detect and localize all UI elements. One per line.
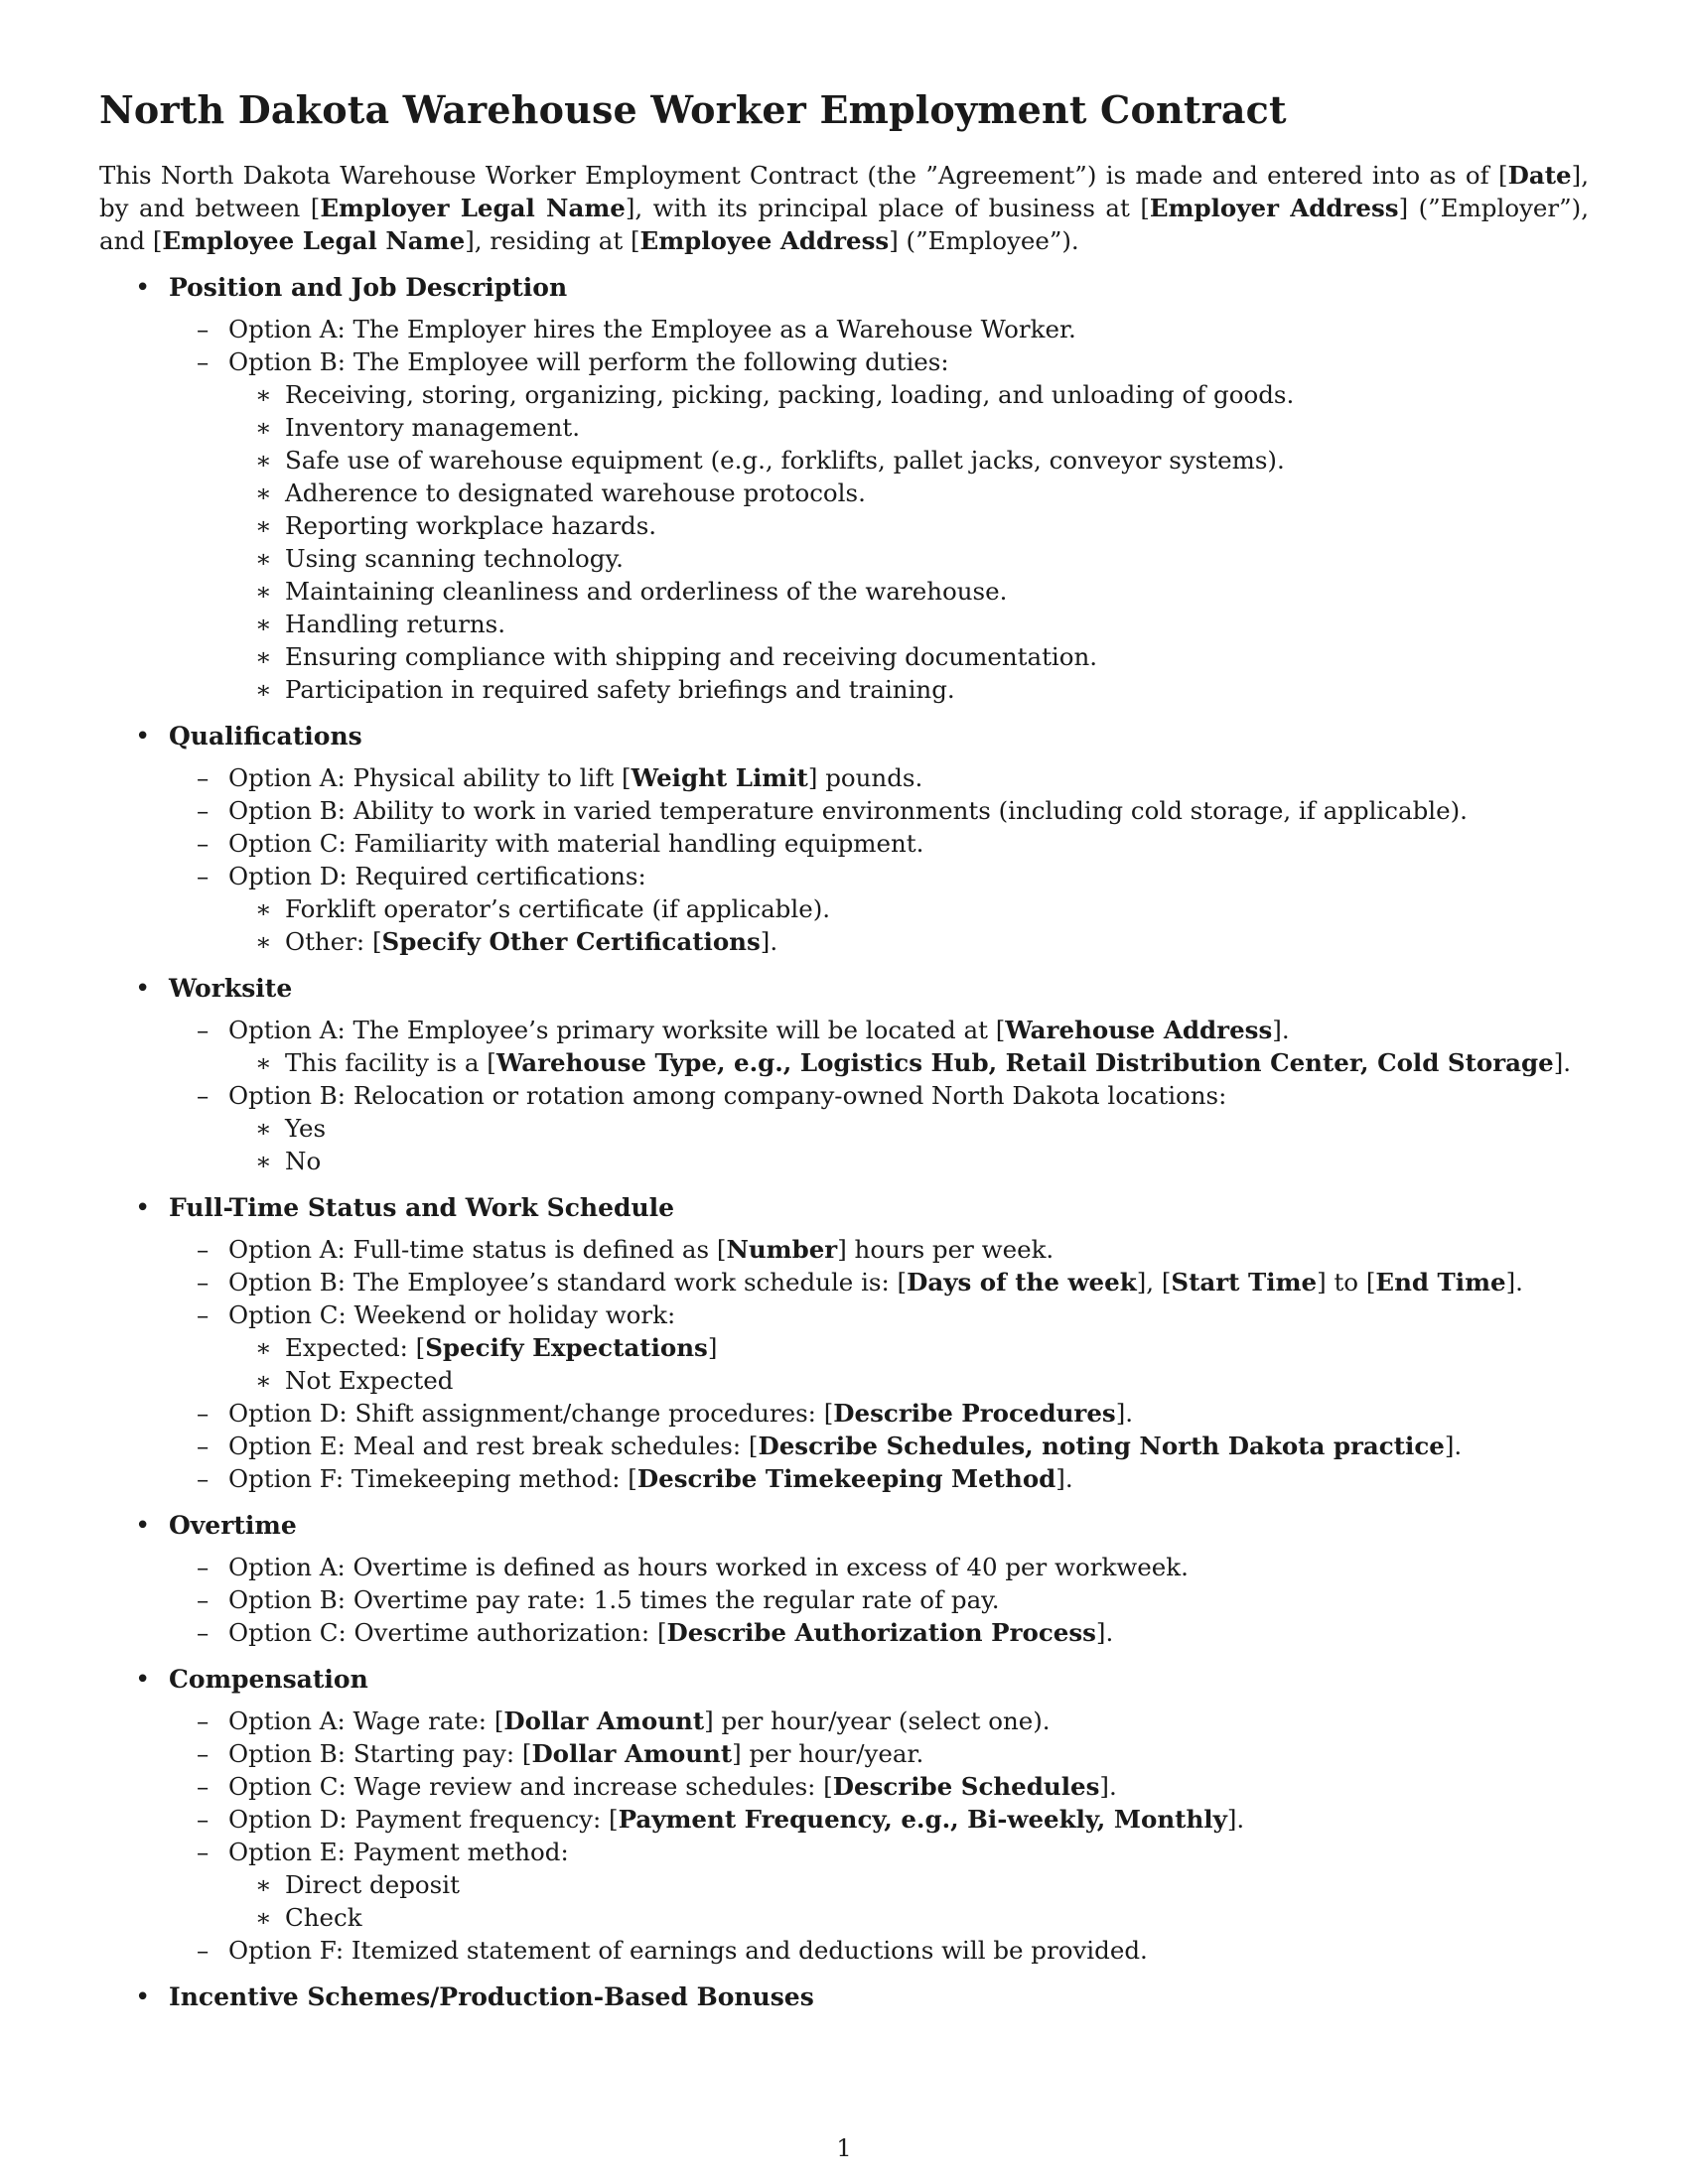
section-title: • Incentive Schemes/Production-Based Bonuses	[169, 1981, 814, 2011]
sub-option-item	[228, 925, 1589, 958]
section-title: • Overtime	[169, 1510, 297, 1540]
option-text: Option B: Ability to work in varied temperature environments (including cold storage, if applicable).	[228, 795, 1468, 825]
intro-placeholder: Date	[1507, 160, 1572, 190]
option-placeholder: Describe Authorization Process	[666, 1617, 1096, 1647]
option-placeholder: Days of the week	[907, 1267, 1137, 1297]
option-item	[169, 1836, 1589, 1934]
option-item	[169, 1934, 1589, 1967]
option-text: Option A: Overtime is defined as hours worked in excess of 40 per workweek.	[228, 1552, 1189, 1581]
document-title: North Dakota Warehouse Worker Employment Contract	[99, 87, 1287, 132]
option-text: ] pounds.	[807, 762, 923, 792]
option-text: Option B: The Employee will perform the following duties:	[228, 346, 949, 376]
option-text: Option D: Required certifications:	[228, 861, 646, 890]
sub-option-item	[228, 542, 1589, 575]
option-item	[169, 761, 1589, 794]
sub-option-list	[228, 1868, 1589, 1934]
option-text: Option B: Starting pay: [	[228, 1738, 532, 1768]
option-text: Option B: The Employee’s standard work schedule is: [	[228, 1267, 908, 1297]
intro-placeholder: Employee Legal Name	[162, 225, 466, 255]
sub-option-list	[228, 892, 1589, 958]
option-item	[169, 1737, 1589, 1770]
sub-option-text: Reporting workplace hazards.	[285, 510, 657, 540]
option-text: Option C: Wage review and increase schedules: [	[228, 1771, 833, 1801]
sub-option-text: Participation in required safety briefings and training.	[285, 674, 955, 704]
sub-option-text: Safe use of warehouse equipment (e.g., forklifts, pallet jacks, conveyor systems).	[285, 445, 1285, 475]
option-text: ].	[1505, 1267, 1523, 1297]
sub-option-item	[228, 575, 1589, 608]
section-item	[99, 1663, 1589, 1967]
sub-option-text: This facility is a [	[285, 1047, 496, 1077]
option-text: Option D: Shift assignment/change procedures: [	[228, 1398, 834, 1428]
option-text: Option B: Relocation or rotation among company-owned North Dakota locations:	[228, 1080, 1227, 1110]
option-list	[169, 1233, 1589, 1495]
option-placeholder: Start Time	[1171, 1267, 1318, 1297]
sub-option-text: Not Expected	[285, 1365, 454, 1395]
option-placeholder: Describe Schedules, noting North Dakota practice	[758, 1431, 1445, 1460]
sub-option-list	[228, 378, 1589, 706]
option-item	[169, 1266, 1589, 1298]
intro-text: ], residing at [	[465, 225, 640, 255]
sub-option-item	[228, 509, 1589, 542]
sub-option-item	[228, 1331, 1589, 1364]
sub-option-item	[228, 1868, 1589, 1901]
option-placeholder: Dollar Amount	[531, 1738, 733, 1768]
section-item	[99, 271, 1589, 706]
option-placeholder: Payment Frequency, e.g., Bi-weekly, Monthly	[618, 1804, 1227, 1834]
option-text: Option A: The Employer hires the Employee as a Warehouse Worker.	[228, 314, 1076, 343]
option-text: Option C: Weekend or holiday work:	[228, 1299, 676, 1329]
sub-option-item	[228, 1112, 1589, 1145]
sub-option-list	[228, 1112, 1589, 1177]
sub-option-item	[228, 608, 1589, 640]
option-placeholder: Describe Timekeeping Method	[636, 1463, 1056, 1493]
sub-option-text: Forklift operator’s certificate (if applicable).	[285, 893, 831, 923]
sub-option-item	[228, 1046, 1589, 1079]
section-list	[99, 271, 1589, 2014]
section-item	[99, 1191, 1589, 1495]
option-item	[169, 1770, 1589, 1803]
option-item	[169, 1705, 1589, 1737]
sub-option-item	[228, 1364, 1589, 1397]
option-text: Option F: Itemized statement of earnings and deductions will be provided.	[228, 1935, 1148, 1965]
option-item	[169, 1803, 1589, 1836]
option-item	[169, 1397, 1589, 1430]
sub-option-text: Maintaining cleanliness and orderliness of the warehouse.	[285, 576, 1008, 606]
option-item	[169, 1616, 1589, 1649]
section-item	[99, 720, 1589, 958]
option-list	[169, 313, 1589, 706]
section-item	[99, 1509, 1589, 1649]
option-placeholder: Weight Limit	[631, 762, 808, 792]
sub-option-item	[228, 640, 1589, 673]
sub-option-text: Yes	[285, 1113, 327, 1143]
option-text: ].	[1099, 1771, 1117, 1801]
sub-option-placeholder: Specify Expectations	[425, 1332, 708, 1362]
intro-text: This North Dakota Warehouse Worker Employment Contract (the ”Agreement”) is made and entered into as of [	[99, 160, 1508, 190]
option-text: ] per hour/year (select one).	[704, 1706, 1051, 1735]
option-text: ].	[1226, 1804, 1245, 1834]
intro-paragraph	[99, 159, 1597, 257]
section-title: • Position and Job Description	[169, 272, 568, 302]
option-item	[169, 1583, 1589, 1616]
sub-option-item	[228, 477, 1589, 509]
option-text: Option A: Full-time status is defined as [	[228, 1234, 727, 1264]
sub-option-list	[228, 1046, 1589, 1079]
intro-text: ], by and between [	[99, 160, 1597, 222]
sub-option-item	[228, 1145, 1589, 1177]
intro-placeholder: Employer Address	[1149, 193, 1399, 222]
option-placeholder: Describe Procedures	[833, 1398, 1116, 1428]
sub-option-text: ]	[707, 1332, 718, 1362]
option-item	[169, 794, 1589, 827]
sub-option-text: Using scanning technology.	[285, 543, 624, 573]
document-page	[99, 87, 1597, 2022]
option-placeholder: Warehouse Address	[1005, 1015, 1273, 1044]
option-item	[169, 827, 1589, 860]
option-text: ].	[1055, 1463, 1073, 1493]
section-item	[99, 1980, 1589, 2014]
sub-option-placeholder: Warehouse Type, e.g., Logistics Hub, Retail Distribution Center, Cold Storage	[495, 1047, 1554, 1077]
sub-option-text: Receiving, storing, organizing, picking, packing, loading, and unloading of goods.	[285, 379, 1295, 409]
option-text: ].	[1095, 1617, 1114, 1647]
page-number: 1	[836, 2134, 852, 2162]
intro-text: ] (”Employee”).	[889, 225, 1079, 255]
option-item	[169, 1430, 1589, 1462]
option-item	[169, 1298, 1589, 1397]
sub-option-text: Handling returns.	[285, 609, 506, 638]
sub-option-text: Inventory management.	[285, 412, 581, 442]
sub-option-list	[228, 1331, 1589, 1397]
option-text: ] to [	[1317, 1267, 1376, 1297]
option-text: ] per hour/year.	[732, 1738, 924, 1768]
option-item	[169, 1079, 1589, 1177]
option-item	[169, 1014, 1589, 1079]
section-title: • Qualifications	[169, 721, 362, 751]
section-item	[99, 972, 1589, 1177]
sub-option-text: Check	[285, 1902, 362, 1932]
option-text: Option C: Familiarity with material handling equipment.	[228, 828, 924, 858]
option-placeholder: Describe Schedules	[832, 1771, 1100, 1801]
option-list	[169, 1551, 1589, 1649]
sub-option-text: ].	[760, 926, 778, 956]
sub-option-placeholder: Specify Other Certifications	[381, 926, 761, 956]
option-text: Option A: Physical ability to lift [	[228, 762, 632, 792]
section-title: • Compensation	[169, 1664, 368, 1694]
sub-option-text: No	[285, 1146, 322, 1175]
sub-option-item	[228, 411, 1589, 444]
option-text: ], [	[1136, 1267, 1172, 1297]
intro-text: ], with its principal place of business at [	[625, 193, 1150, 222]
option-list	[169, 1705, 1589, 1967]
option-placeholder: End Time	[1375, 1267, 1506, 1297]
intro-placeholder: Employer Legal Name	[320, 193, 626, 222]
intro-text: ] (”Employer”), and [	[99, 193, 1597, 255]
option-text: Option E: Meal and rest break schedules: [	[228, 1431, 759, 1460]
option-item	[169, 313, 1589, 345]
section-title: • Full-Time Status and Work Schedule	[169, 1192, 675, 1222]
sub-option-text: Expected: [	[285, 1332, 426, 1362]
option-placeholder: Dollar Amount	[503, 1706, 705, 1735]
sub-option-text: ].	[1553, 1047, 1572, 1077]
option-placeholder: Number	[726, 1234, 838, 1264]
option-text: Option A: Wage rate: [	[228, 1706, 504, 1735]
option-item	[169, 1551, 1589, 1583]
option-text: Option B: Overtime pay rate: 1.5 times the regular rate of pay.	[228, 1584, 1000, 1614]
sub-option-item	[228, 378, 1589, 411]
sub-option-text: Other: [	[285, 926, 382, 956]
option-text: Option F: Timekeeping method: [	[228, 1463, 637, 1493]
sub-option-item	[228, 673, 1589, 706]
option-text: Option A: The Employee’s primary worksite will be located at [	[228, 1015, 1006, 1044]
option-text: Option C: Overtime authorization: [	[228, 1617, 667, 1647]
option-list	[169, 761, 1589, 958]
sub-option-text: Adherence to designated warehouse protocols.	[285, 478, 866, 507]
option-text: Option D: Payment frequency: [	[228, 1804, 619, 1834]
option-text: ].	[1272, 1015, 1290, 1044]
option-text: ] hours per week.	[837, 1234, 1055, 1264]
option-text: Option E: Payment method:	[228, 1837, 569, 1866]
sub-option-item	[228, 1901, 1589, 1934]
option-list	[169, 1014, 1589, 1177]
option-item	[169, 1233, 1589, 1266]
option-text: ].	[1115, 1398, 1134, 1428]
option-item	[169, 860, 1589, 958]
sub-option-item	[228, 892, 1589, 925]
option-item	[169, 1462, 1589, 1495]
option-text: ].	[1444, 1431, 1463, 1460]
sub-option-text: Direct deposit	[285, 1869, 460, 1899]
option-item	[169, 345, 1589, 706]
intro-placeholder: Employee Address	[639, 225, 890, 255]
sub-option-text: Ensuring compliance with shipping and receiving documentation.	[285, 641, 1098, 671]
sub-option-item	[228, 444, 1589, 477]
section-title: • Worksite	[169, 973, 293, 1003]
